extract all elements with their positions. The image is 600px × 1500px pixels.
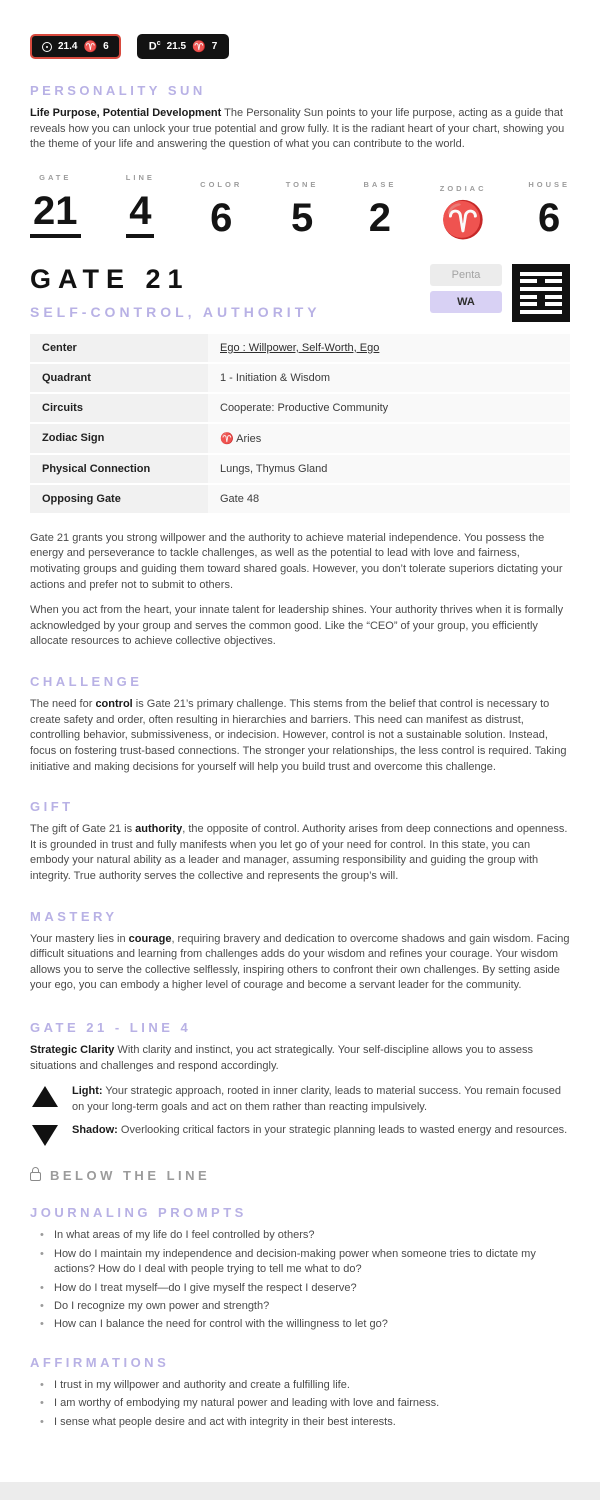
stat-tone: TONE 5	[285, 179, 319, 240]
stats-row	[30, 173, 570, 238]
journal-prompt-item: • How do I maintain my independence and decision-making power when someone tries to dictate my actions? How do I deal with people trying to tell me what to do?	[40, 1247, 570, 1278]
personality-sun-heading: PERSONALITY SUN	[30, 83, 206, 98]
stat-zodiac: ZODIAC ♈	[439, 183, 487, 240]
aries-icon: ♈	[440, 198, 486, 240]
sun-icon	[42, 42, 52, 52]
table-row: Physical Connection Lungs, Thymus Gland	[30, 455, 570, 483]
penta-toggle[interactable]: Penta	[430, 264, 502, 286]
sun-gate-line: 21.4	[58, 41, 78, 52]
lock-icon	[30, 1172, 41, 1181]
shadow-triangle-icon	[32, 1125, 58, 1146]
stat-house: HOUSE 6	[528, 179, 570, 240]
aries-icon: ♈	[192, 41, 206, 53]
journal-prompt-item: • How do I treat myself—do I give myself the respect I deserve?	[40, 1281, 570, 1296]
aries-icon: ♈	[83, 41, 98, 53]
journaling-list	[30, 1228, 570, 1332]
stat-gate: GATE 21	[30, 173, 81, 238]
gift-text: The gift of Gate 21 is authority, the opposite of control. Authority arises from deep connections and openness. It is grounded in trust and fully manifests when you let go of your need for control. In this state, you can embody your natural ability as a leader and manager, assuming responsibility and guiding the group with integrity. True authority serves the collective and represents the group’s will.	[30, 823, 568, 882]
stat-color: COLOR 6	[200, 179, 243, 240]
gate-side-badges	[430, 264, 502, 313]
moon-gate-line: 21.5	[166, 41, 187, 52]
journaling-heading: JOURNALING PROMPTS	[30, 1205, 247, 1221]
gate-titles	[30, 264, 321, 320]
table-row: Zodiac Sign ♈ Aries	[30, 424, 570, 453]
shadow-text: Shadow: Overlooking critical factors in your strategic planning leads to wasted energy and resources.	[72, 1124, 568, 1137]
affirmation-item: • I am worthy of embodying my natural power and leading with love and fairness.	[40, 1396, 570, 1411]
below-the-line-heading: BELOW THE LINE	[30, 1168, 570, 1183]
gate-header	[30, 264, 570, 322]
affirmations-heading: AFFIRMATIONS	[30, 1354, 170, 1370]
center-link[interactable]: Ego : Willpower, Self-Worth, Ego	[220, 341, 380, 354]
shadow-block	[30, 1123, 570, 1146]
gate-title: GATE 21	[30, 263, 190, 294]
stat-base: BASE 2	[363, 179, 397, 240]
next-section-strip	[0, 1482, 600, 1500]
stat-line: LINE 4	[122, 173, 158, 238]
gift-heading: GIFT	[30, 799, 74, 815]
sun-house: 6	[103, 41, 109, 52]
personality-sun-badge[interactable]	[30, 34, 121, 59]
journal-prompt-item: • Do I recognize my own power and strength?	[40, 1299, 570, 1314]
table-row: Opposing Gate Gate 48	[30, 485, 570, 513]
hexagram-icon	[512, 264, 570, 322]
challenge-heading: CHALLENGE	[30, 674, 143, 690]
gate-side	[430, 264, 570, 322]
affirmations-list	[30, 1378, 570, 1430]
affirmation-item: • I trust in my willpower and authority and create a fulfilling life.	[40, 1378, 570, 1393]
journal-prompt-item: • In what areas of my life do I feel controlled by others?	[40, 1228, 570, 1243]
light-block	[30, 1084, 570, 1115]
gate-paragraph-1: Gate 21 grants you strong willpower and the authority to achieve material independence. You possess the energy and perseverance to tackle challenges, as well as the potential to lead with love and fairness, motivating groups and guiding them toward shared goals. However, you don’t tolerate superiors dictating your actions and prefer not to submit to others.	[30, 531, 563, 591]
gate-subtitle: SELF-CONTROL, AUTHORITY	[30, 303, 321, 320]
moon-house: 7	[211, 41, 218, 52]
line-lead: Strategic Clarity With clarity and instinct, you act strategically. Your self-discipline allows you to assess situations and challenges and respond accordingly.	[30, 1044, 533, 1072]
gate-info-table	[30, 334, 570, 513]
line-heading: GATE 21 - LINE 4	[30, 1020, 192, 1036]
table-row: Quadrant 1 - Initiation & Wisdom	[30, 364, 570, 392]
personality-sun-lead: Life Purpose, Potential Development The Personality Sun points to your life purpose, acting as a guide that reveals how you can unlock your true potential and grow fully. It is the radiant heart of your chart, showing you the theme of your life and answering the question of what you can contribute to the world.	[30, 107, 565, 151]
light-triangle-icon	[32, 1086, 58, 1107]
mastery-text: Your mastery lies in courage, requiring bravery and dedication to overcome shadows and gain wisdom. Facing difficult situations and learning from challenges adds do your wisdom and refines your courage. Your wisdom allows you to serve the collective selflessly, inspiring others to confront their own challenges. By setting aside your ego, you can embody a higher level of courage and become a servant leader for the community.	[30, 932, 570, 992]
mastery-heading: MASTERY	[30, 908, 118, 924]
challenge-text: The need for control is Gate 21’s primary challenge. This stems from the belief that control is necessary to create safety and order, often resulting in hierarchies and barriers. This need can manifest as distrust, controlling behavior, submissiveness, or indecision. However, control is not a sustainable solution. Instead, focus on fostering trust-based connections. The stronger your relationships, the less control is required. Taking initiative and making decisions for yourself will help you build trust and overcome this challenge.	[30, 698, 567, 773]
planet-badges-row	[30, 34, 570, 59]
table-row: Circuits Cooperate: Productive Community	[30, 394, 570, 422]
light-text: Light: Your strategic approach, rooted in inner clarity, leads to material success. You remain focused on your long-term goals and act on them rather than reacting impulsively.	[72, 1085, 561, 1113]
design-moon-badge[interactable]	[137, 34, 230, 59]
table-row: Center Ego : Willpower, Self-Worth, Ego	[30, 334, 570, 362]
journal-prompt-item: • How can I balance the need for control with the willingness to let go?	[40, 1317, 570, 1332]
moon-icon: $D^c$	[148, 40, 161, 53]
wa-toggle[interactable]: WA	[430, 291, 502, 313]
affirmation-item: • I sense what people desire and act with integrity in their best interests.	[40, 1415, 570, 1430]
gate-paragraph-2: When you act from the heart, your innate talent for leadership shines. Your authority thrives when it is formally acknowledged by your group and serves the common good. Like the “CEO” of your group, you efficiently allocate resources to achieve collective objectives.	[30, 604, 564, 648]
